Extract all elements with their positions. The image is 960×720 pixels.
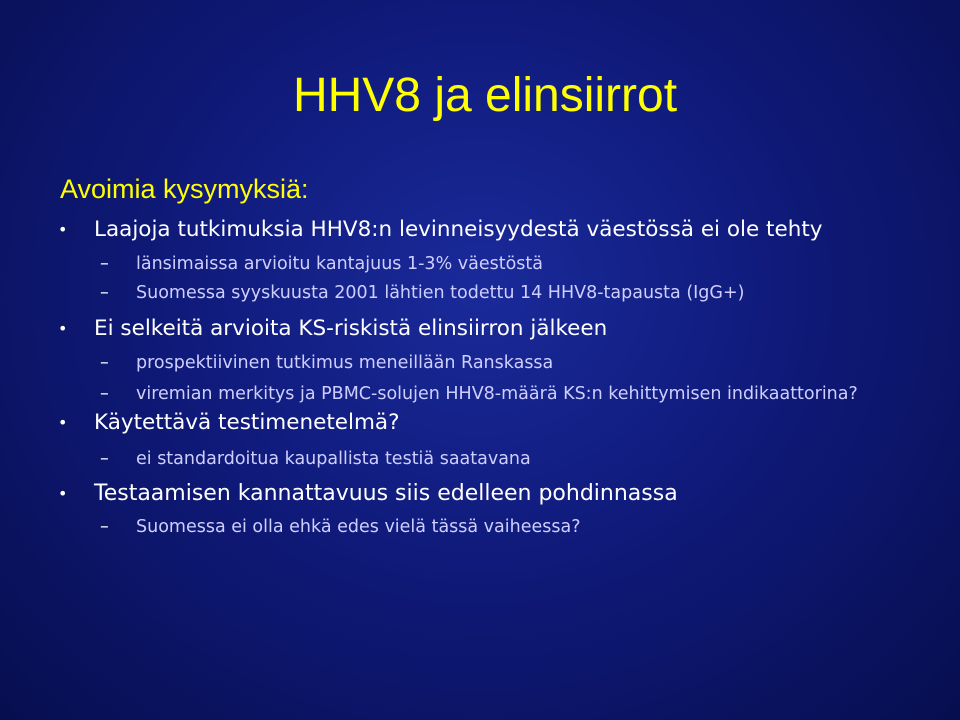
bullet-item: [58, 478, 938, 510]
sub-bullet-item: [58, 348, 938, 378]
dash-icon: –: [100, 254, 109, 274]
bullet-text: Ei selkeitä arvioita KS-riskistä elinsiirron jälkeen: [94, 316, 608, 341]
bullet-list: [58, 212, 938, 542]
bullet-item: [58, 215, 938, 245]
sub-bullet-item: [58, 249, 938, 279]
sub-bullet-item: [58, 512, 938, 542]
dash-icon: –: [100, 384, 109, 404]
sub-bullet-item: [58, 444, 938, 474]
bullet-icon: •: [58, 413, 68, 432]
sub-bullet-item: [58, 378, 936, 408]
slide-subtitle: Avoimia kysymyksiä:: [60, 174, 309, 204]
bullet-text: Testaamisen kannattavuus siis edelleen pohdinnassa: [94, 481, 678, 506]
bullet-text: Käytettävä testimenetelmä?: [94, 410, 400, 435]
bullet-icon: •: [58, 220, 68, 239]
sub-bullet-text: prospektiivinen tutkimus meneillään Ranskassa: [136, 353, 554, 373]
slide-title: HHV8 ja elinsiirrot: [292, 69, 678, 122]
sub-bullet-text: Suomessa syyskuusta 2001 lähtien todettu 14 HHV8-tapausta (IgG+): [136, 283, 745, 303]
sub-bullet-text: Suomessa ei olla ehkä edes vielä tässä vaiheessa?: [136, 517, 581, 537]
dash-icon: –: [100, 283, 109, 303]
sub-bullet-text: ei standardoitua kaupallista testiä saatavana: [136, 449, 531, 469]
bullet-item: [58, 408, 938, 438]
dash-icon: –: [100, 449, 109, 469]
bullet-item: [58, 314, 938, 344]
bullet-icon: •: [58, 484, 68, 503]
sub-bullet-text: viremian merkitys ja PBMC-solujen HHV8-määrä KS:n kehittymisen indikaattorina?: [136, 384, 858, 404]
dash-icon: –: [100, 353, 109, 373]
bullet-text: Laajoja tutkimuksia HHV8:n levinneisyydestä väestössä ei ole tehty: [94, 217, 823, 242]
bullet-icon: •: [58, 319, 68, 338]
dash-icon: –: [100, 517, 109, 537]
sub-bullet-text: länsimaissa arvioitu kantajuus 1-3% väestöstä: [136, 254, 543, 274]
sub-bullet-item: [58, 279, 836, 308]
